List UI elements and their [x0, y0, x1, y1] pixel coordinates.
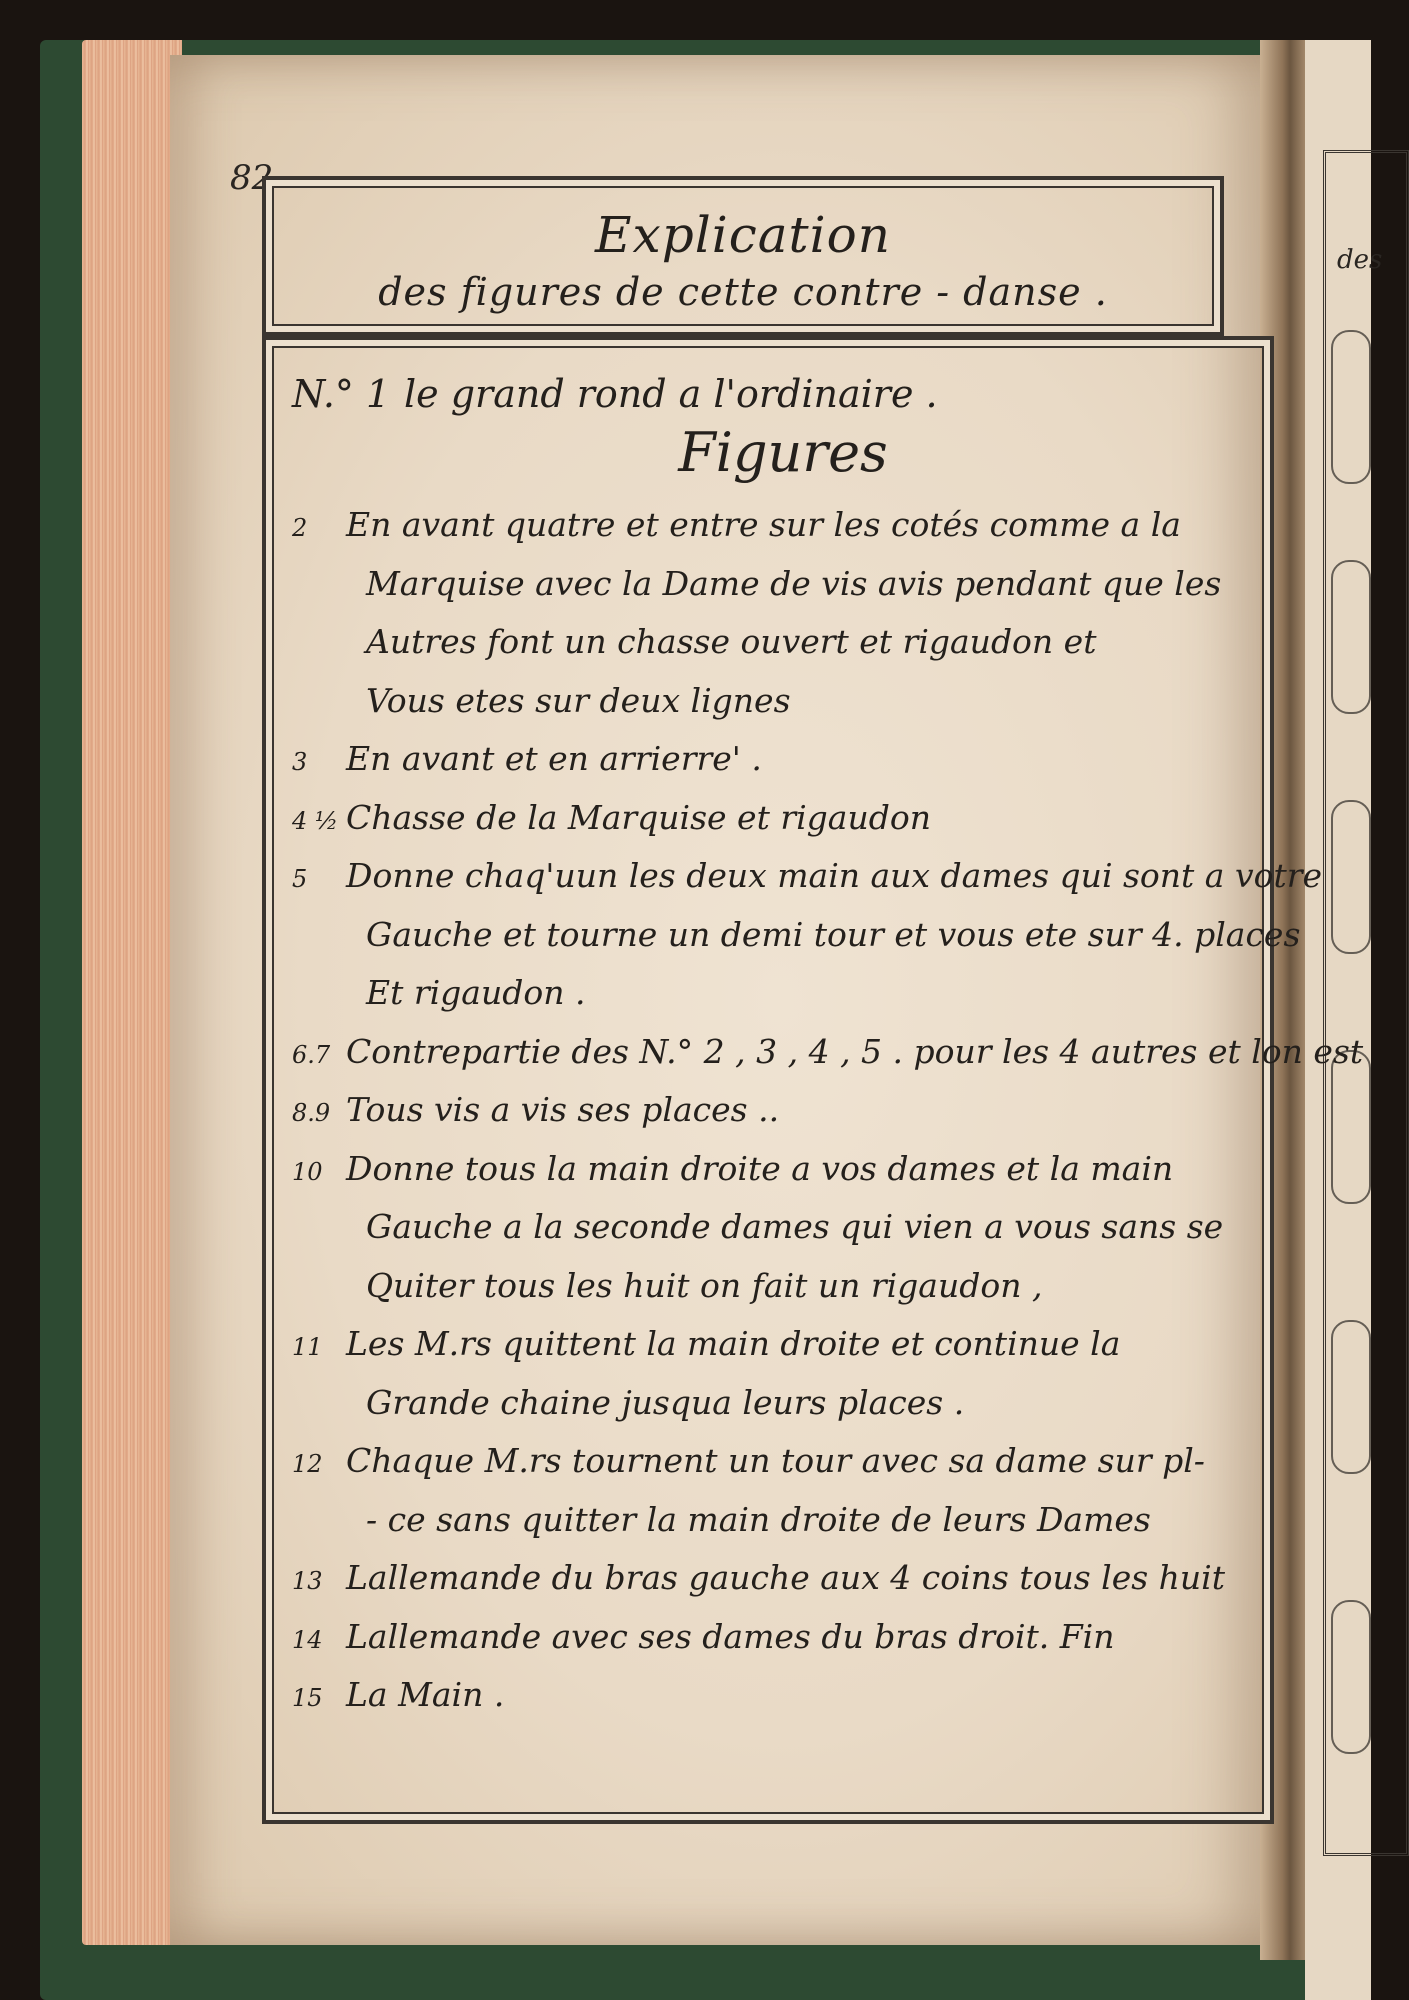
- figure-line: Gauche et tourne un demi tour et vous ete sur 4. places: [366, 914, 1301, 954]
- figure-line: Gauche a la seconde dames qui vien a vous sans se: [366, 1207, 1224, 1246]
- figure-entry: [292, 1549, 1244, 1608]
- figure-description: [346, 1549, 1244, 1608]
- figure-line: En avant et en arrierre' .: [346, 739, 762, 778]
- figure-entry: [292, 1140, 1244, 1316]
- figure-description: [346, 1081, 1244, 1140]
- figure-line: Vous etes sur deux lignes: [366, 680, 791, 720]
- figure-line: Tous vis a vis ses places ..: [346, 1090, 780, 1129]
- figure-description: [346, 496, 1244, 730]
- figure-line: Autres font un chasse ouvert et rigaudon et: [366, 622, 1097, 661]
- figure-line: Grande chaine jusqua leurs places .: [366, 1382, 965, 1422]
- figure-description: [346, 789, 1244, 848]
- figure-description: [346, 1140, 1244, 1316]
- figure-line: Contrepartie des N.° 2 , 3 , 4 , 5 . pour les 4 autres et lon est: [346, 1031, 1364, 1071]
- figure-entry: [292, 1315, 1244, 1432]
- figure-entry: [292, 496, 1244, 730]
- figure-line: Lallemande avec ses dames du bras droit. Fin: [346, 1616, 1115, 1656]
- figure-line: - ce sans quitter la main droite de leurs Dames: [366, 1499, 1151, 1539]
- adjacent-page-word: des: [1337, 245, 1383, 275]
- figure-number: 15: [292, 1684, 323, 1712]
- figure-description: [346, 730, 1244, 789]
- figure-entry: [292, 1666, 1244, 1725]
- figure-line: Chaque M.rs tournent un tour avec sa dame sur pl-: [346, 1441, 1205, 1480]
- figure-entry: [292, 1081, 1244, 1140]
- figure-line: Donne tous la main droite a vos dames et la main: [346, 1148, 1174, 1188]
- title-box: [262, 176, 1224, 336]
- figure-number: 8.9: [292, 1099, 331, 1127]
- figure-line: Quiter tous les huit on fait un rigaudon ,: [366, 1265, 1043, 1305]
- figure-description: [346, 1432, 1244, 1549]
- page-title: Explication: [595, 206, 891, 264]
- ornament-icon: [1331, 560, 1371, 714]
- figure-line: Lallemande du bras gauche aux 4 coins tous les huit: [346, 1558, 1225, 1597]
- ornament-icon: [1331, 1320, 1371, 1474]
- figures-heading: Figures: [678, 421, 888, 484]
- intro-text: le grand rond a l'ordinaire .: [404, 372, 938, 416]
- intro-line: [292, 370, 1244, 418]
- figure-line: En avant quatre et entre sur les cotés comme a la: [346, 505, 1181, 544]
- figure-entry: [292, 730, 1244, 789]
- figure-number: 13: [292, 1567, 323, 1595]
- figure-entry: [292, 1023, 1364, 1082]
- figure-description: [346, 1666, 1244, 1725]
- figures-box: [262, 336, 1364, 1824]
- figure-number: 10: [292, 1157, 323, 1186]
- figure-number: 6.7: [292, 1040, 331, 1069]
- figure-description: [346, 1608, 1244, 1667]
- figure-number: 3: [292, 748, 308, 776]
- figure-line: Chasse de la Marquise et rigaudon: [346, 797, 931, 837]
- ornament-icon: [1331, 330, 1371, 484]
- figure-entry: [292, 1608, 1244, 1667]
- page-number: 82: [230, 158, 274, 198]
- figure-number: 4 ½: [292, 806, 339, 835]
- page-edges: [82, 40, 182, 1945]
- figure-entry: [292, 1432, 1244, 1549]
- figure-line: La Main .: [346, 1675, 505, 1714]
- figure-line: Marquise avec la Dame de vis avis pendant que les: [366, 563, 1222, 603]
- figure-number: 14: [292, 1625, 323, 1654]
- figure-line: Les M.rs quittent la main droite et continue la: [346, 1324, 1121, 1363]
- ornament-icon: [1331, 800, 1371, 954]
- page-subtitle: des figures de cette contre - danse .: [378, 270, 1108, 314]
- figure-number: 12: [292, 1450, 323, 1478]
- figure-description: [346, 847, 1322, 1023]
- ornament-icon: [1331, 1600, 1371, 1754]
- figure-description: [346, 1023, 1363, 1082]
- figure-entry: [292, 789, 1244, 848]
- figure-number: 2: [292, 514, 308, 542]
- figure-line: Et rigaudon .: [366, 973, 586, 1012]
- figure-line: Donne chaq'uun les deux main aux dames qui sont a votre: [346, 856, 1323, 895]
- figure-list: [292, 496, 1364, 1725]
- intro-number: N.° 1: [292, 372, 391, 416]
- figure-number: 5: [292, 865, 308, 893]
- figure-number: 11: [292, 1333, 323, 1361]
- figure-entry: [292, 847, 1323, 1023]
- figure-description: [346, 1315, 1244, 1432]
